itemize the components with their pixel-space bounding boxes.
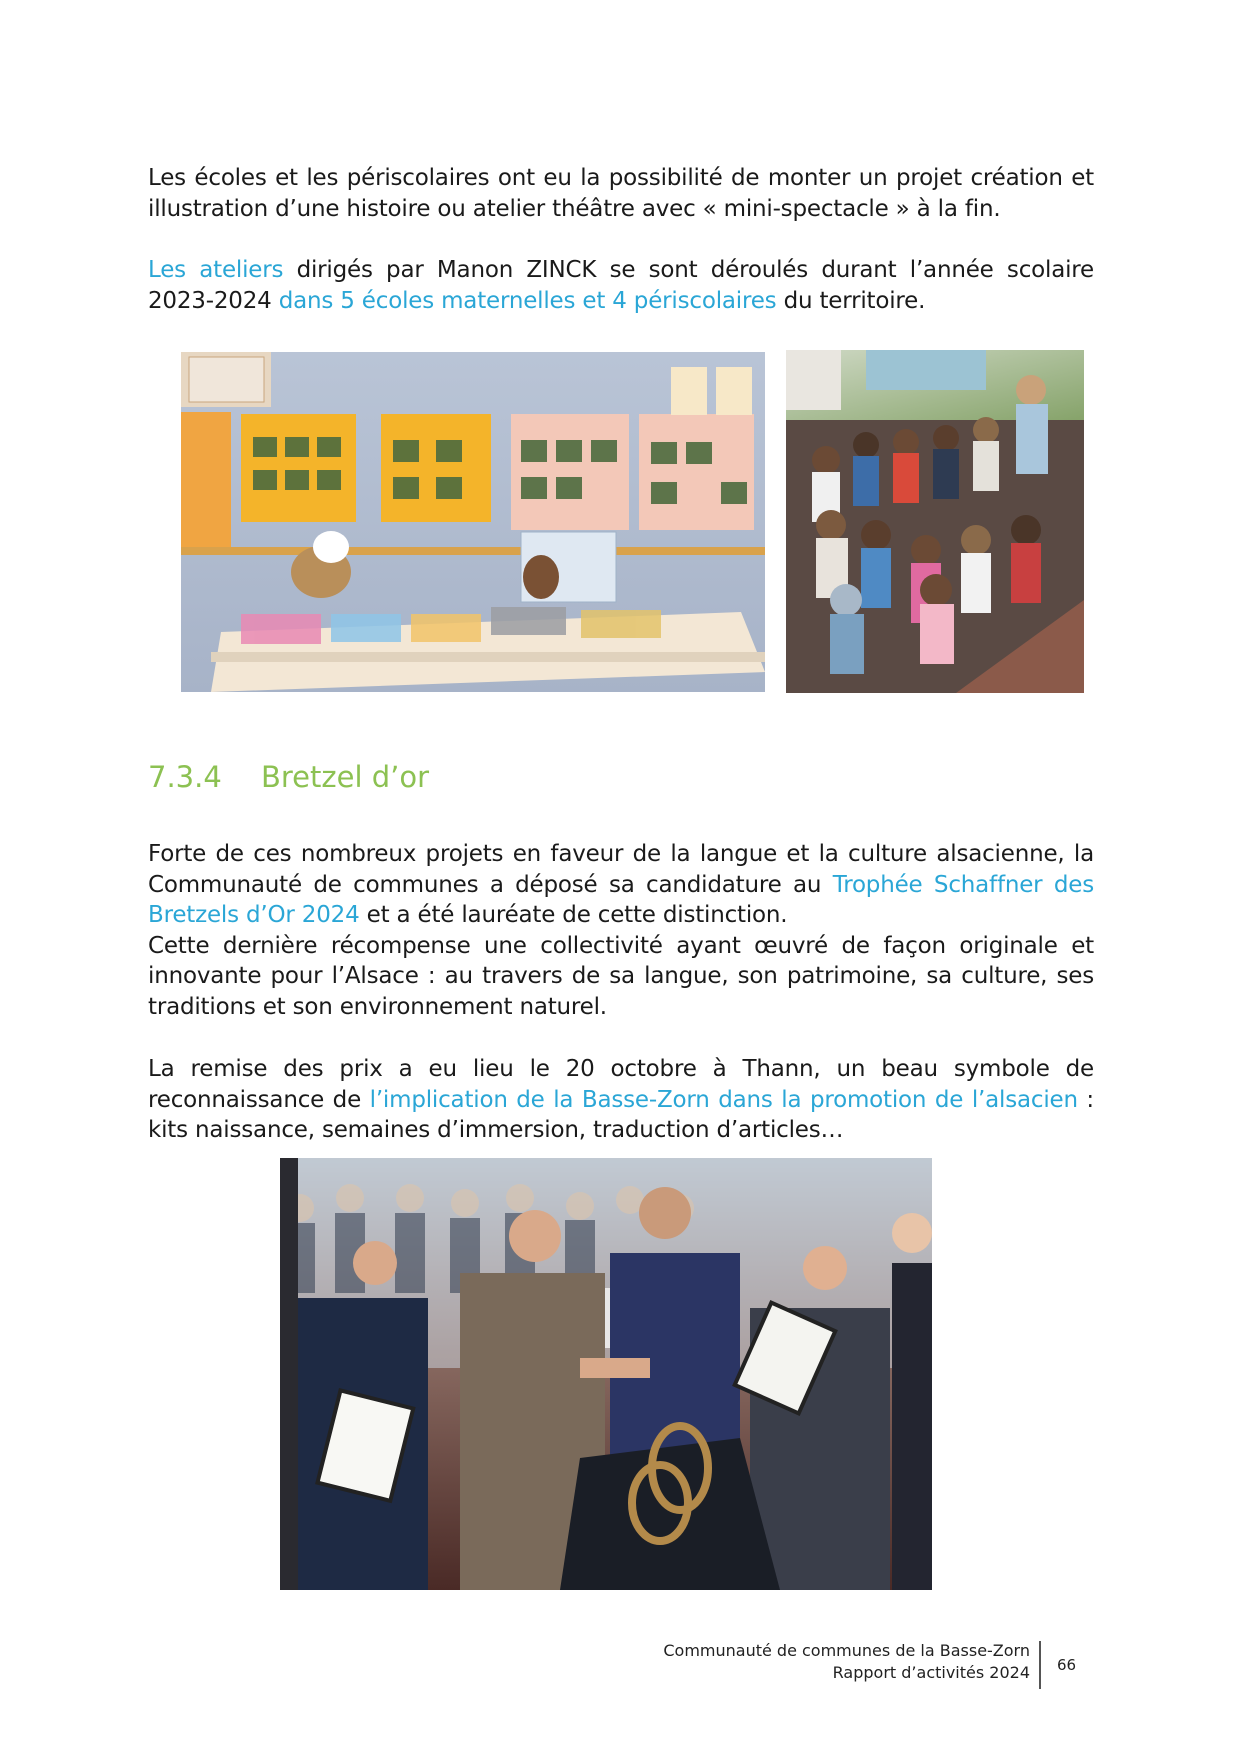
bretzel-paragraph-1 xyxy=(148,839,1094,1022)
footer xyxy=(663,1640,1030,1684)
section-heading xyxy=(148,760,429,794)
text-segment: dirigés par Manon ZINCK se sont déroulés durant l’année scolaire 2023-2024 xyxy=(148,257,1094,314)
intro-paragraph-1: Les écoles et les périscolaires ont eu la possibilité de monter un projet création et illustration d’une histoire ou atelier théâtre avec « mini-spectacle » à la fin. xyxy=(148,165,1094,222)
page-number: 66 xyxy=(1057,1656,1077,1674)
highlight-implication: l’implication de la Basse-Zorn dans la promotion de l’alsacien xyxy=(369,1086,1078,1113)
footer-divider xyxy=(1039,1641,1041,1689)
intro-paragraph-2 xyxy=(148,255,1094,316)
highlight-ateliers: Les ateliers xyxy=(148,257,284,283)
award-ceremony-photo xyxy=(280,1158,932,1590)
text-segment: Cette dernière récompense une collectivité ayant œuvré de façon originale et innovante pour l’Alsace : au travers de sa langue, son patrimoine, sa culture, ses traditions et son environnement naturel. xyxy=(148,932,1094,1020)
section-title: Bretzel d’or xyxy=(261,760,430,794)
children-outdoors-photo xyxy=(786,350,1084,693)
text-segment: Forte de ces nombreux projets en faveur de la langue et la culture alsacienne, la Communauté de communes a déposé sa candidature au xyxy=(148,841,1094,898)
footer-report-title: Rapport d’activités 2024 xyxy=(832,1663,1030,1682)
highlight-trophee: Trophée Schaffner des Bretzels d’Or 2024 xyxy=(148,871,1094,928)
footer-organization: Communauté de communes de la Basse-Zorn xyxy=(663,1641,1030,1660)
text-segment: du territoire. xyxy=(776,287,926,314)
text-segment: et a été lauréate de cette distinction. xyxy=(359,902,788,928)
text-segment: : kits naissance, semaines d’immersion, traduction d’articles… xyxy=(148,1086,1094,1143)
classroom-display-photo xyxy=(181,352,765,692)
section-number: 7.3.4 xyxy=(148,760,222,794)
highlight-ecoles: dans 5 écoles maternelles et 4 périscolaires xyxy=(278,287,777,314)
bretzel-paragraph-3 xyxy=(148,1054,1094,1146)
text-segment: La remise des prix a eu lieu le 20 octobre à Thann, un beau symbole de reconnaissance de xyxy=(148,1056,1094,1113)
